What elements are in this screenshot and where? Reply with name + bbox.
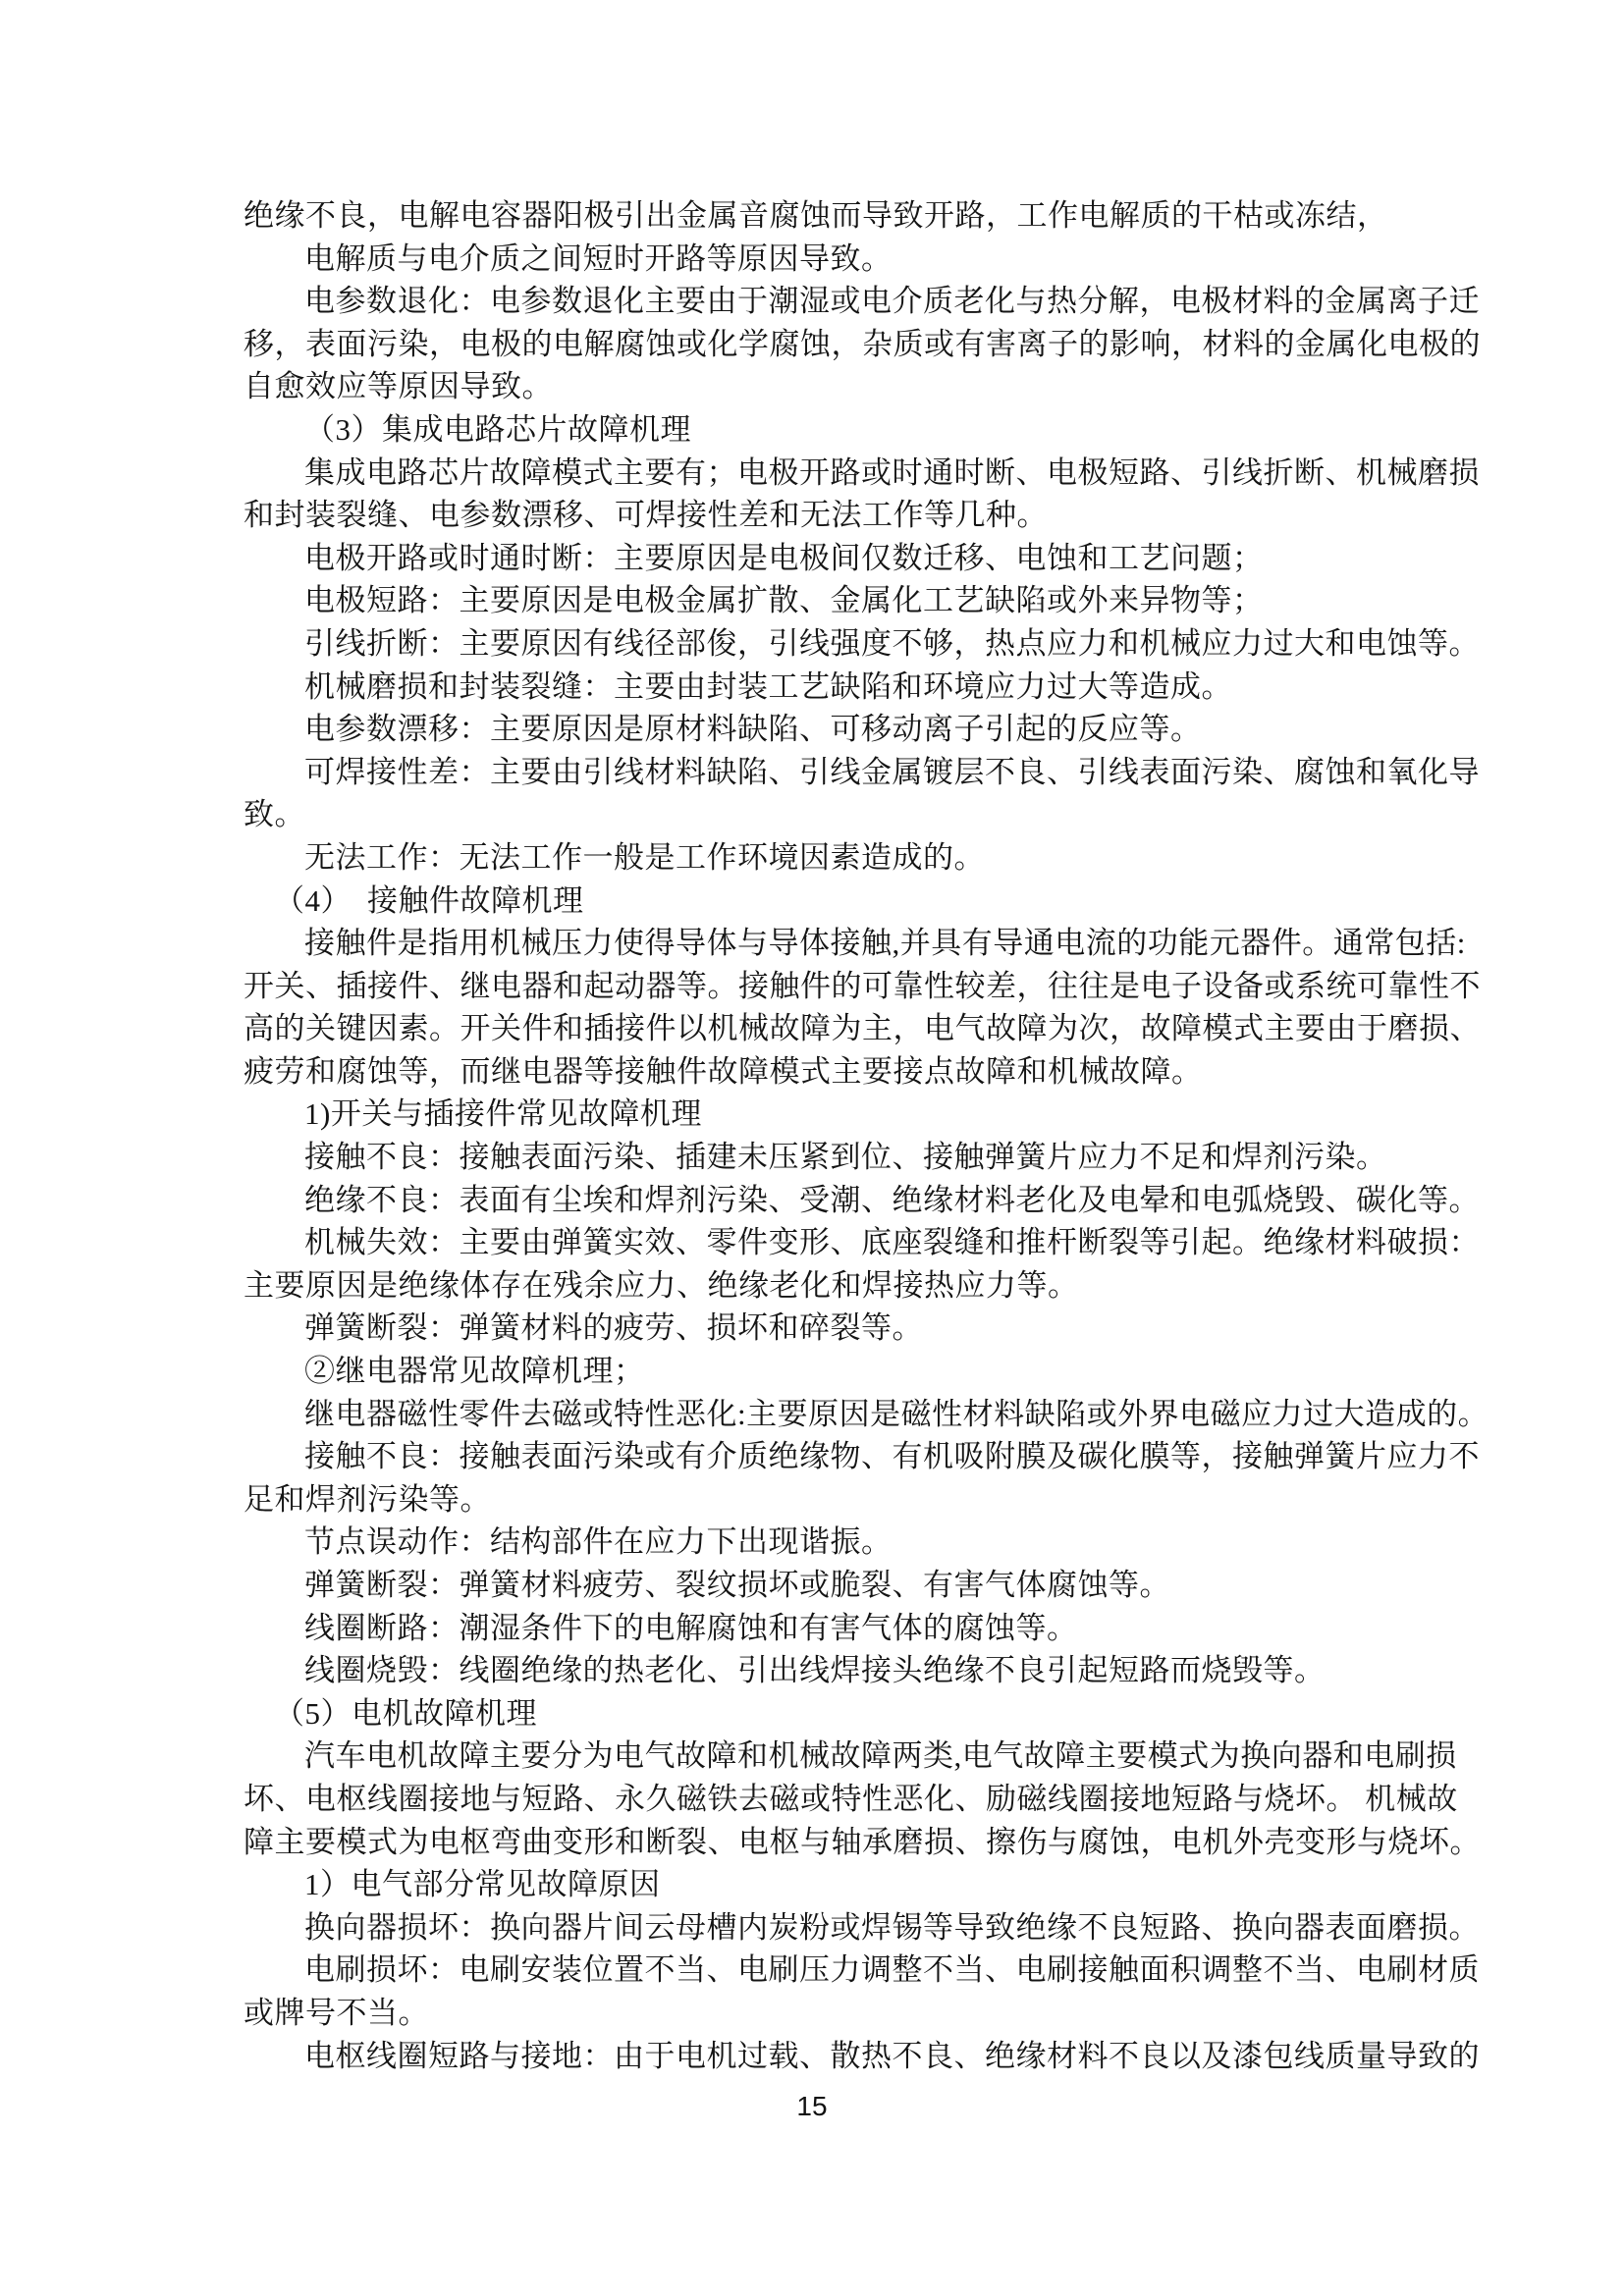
text-line: 接触不良：接触表面污染、插建未压紧到位、接触弹簧片应力不足和焊剂污染。 xyxy=(304,1140,1387,1175)
text-line: 线圈断路：潮湿条件下的电解腐蚀和有害气体的腐蚀等。 xyxy=(304,1610,1078,1645)
text-line: 主要原因是绝缘体存在残余应力、绝缘老化和焊接热应力等。 xyxy=(244,1267,1079,1303)
text-line: 移，表面污染，电极的电解腐蚀或化学腐蚀，杂质或有害离子的影响，材料的金属化电极的 xyxy=(244,326,1481,361)
text-line: 或牌号不当。 xyxy=(244,1995,429,2030)
text-line: 无法工作：无法工作一般是工作环境因素造成的。 xyxy=(304,839,985,875)
document-body xyxy=(244,194,1489,2077)
text-line: （4） 接触件故障机理 xyxy=(274,882,584,918)
text-line: 足和焊剂污染等。 xyxy=(244,1481,491,1517)
text-line: 和封装裂缝、电参数漂移、可焊接性差和无法工作等几种。 xyxy=(244,498,1048,533)
text-line: 可焊接性差：主要由引线材料缺陷、引线金属镀层不良、引线表面污染、腐蚀和氧化导 xyxy=(304,754,1480,789)
text-line: 疲劳和腐蚀等，而继电器等接触件故障模式主要接点故障和机械故障。 xyxy=(244,1053,1203,1089)
text-line: 自愈效应等原因导致。 xyxy=(244,369,553,404)
text-line: 坏、电枢线圈接地与短路、永久磁铁去磁或特性恶化、励磁线圈接地短路与烧坏。 机械故 xyxy=(244,1781,1458,1816)
text-line: 集成电路芯片故障模式主要有；电极开路或时通时断、电极短路、引线折断、机械磨损 xyxy=(304,454,1480,490)
text-line: 障主要模式为电枢弯曲变形和断裂、电枢与轴承磨损、擦伤与腐蚀，电机外壳变形与烧坏。 xyxy=(244,1824,1481,1859)
text-line: 节点误动作：结构部件在应力下出现谐振。 xyxy=(304,1524,893,1560)
text-line: 电极开路或时通时断：主要原因是电极间仅数迁移、电蚀和工艺问题； xyxy=(304,540,1264,575)
text-line: 电枢线圈短路与接地：由于电机过载、散热不良、绝缘材料不良以及漆包线质量导致的 xyxy=(304,2038,1480,2073)
text-line: （3）集成电路芯片故障机理 xyxy=(304,411,691,447)
text-line: 开关、插接件、继电器和起动器等。接触件的可靠性较差，往往是电子设备或系统可靠性不 xyxy=(244,968,1481,1003)
text-line: 电极短路：主要原因是电极金属扩散、金属化工艺缺陷或外来异物等； xyxy=(304,583,1264,618)
text-line: 1)开关与插接件常见故障机理 xyxy=(304,1096,702,1132)
text-line: 换向器损坏：换向器片间云母槽内炭粉或焊锡等导致绝缘不良短路、换向器表面磨损。 xyxy=(304,1909,1480,1945)
text-line: 绝缘不良，电解电容器阳极引出金属音腐蚀而导致开路，工作电解质的干枯或冻结， xyxy=(244,198,1388,233)
text-line: 机械磨损和封装裂缝：主要由封装工艺缺陷和环境应力过大等造成。 xyxy=(304,668,1232,704)
text-line: 致。 xyxy=(244,797,305,832)
page-number: 15 xyxy=(796,2091,828,2121)
text-line: 汽车电机故障主要分为电气故障和机械故障两类,电气故障主要模式为换向器和电刷损 xyxy=(304,1738,1457,1774)
text-line: 1）电气部分常见故障原因 xyxy=(304,1867,661,1902)
text-line: 绝缘不良：表面有尘埃和焊剂污染、受潮、绝缘材料老化及电晕和电弧烧毁、碳化等。 xyxy=(304,1182,1480,1217)
text-line: 电刷损坏：电刷安装位置不当、电刷压力调整不当、电刷接触面积调整不当、电刷材质 xyxy=(304,1952,1480,1988)
text-line: 接触件是指用机械压力使得导体与导体接触,并具有导通电流的功能元器件。通常包括: xyxy=(304,926,1466,961)
text-line: 弹簧断裂：弹簧材料疲劳、裂纹损坏或脆裂、有害气体腐蚀等。 xyxy=(304,1568,1170,1602)
text-line: 弹簧断裂：弹簧材料的疲劳、损坏和碎裂等。 xyxy=(304,1310,923,1346)
text-line: 接触不良：接触表面污染或有介质绝缘物、有机吸附膜及碳化膜等，接触弹簧片应力不 xyxy=(304,1439,1480,1474)
text-line: 继电器磁性零件去磁或特性恶化:主要原因是磁性材料缺陷或外界电磁应力过大造成的。 xyxy=(304,1396,1489,1431)
text-line: 电参数漂移：主要原因是原材料缺陷、可移动离子引起的反应等。 xyxy=(304,712,1202,747)
text-line: ②继电器常见故障机理； xyxy=(304,1354,645,1389)
text-line: （5）电机故障机理 xyxy=(274,1695,537,1731)
text-line: 电解质与电介质之间短时开路等原因导致。 xyxy=(304,240,893,276)
text-line: 电参数退化：电参数退化主要由于潮湿或电介质老化与热分解，电极材料的金属离子迁 xyxy=(304,284,1480,319)
text-line: 高的关键因素。开关件和插接件以机械故障为主，电气故障为次，故障模式主要由于磨损、 xyxy=(244,1011,1481,1046)
text-line: 线圈烧毁：线圈绝缘的热老化、引出线焊接头绝缘不良引起短路而烧毁等。 xyxy=(304,1653,1326,1688)
text-line: 机械失效：主要由弹簧实效、零件变形、底座裂缝和推杆断裂等引起。绝缘材料破损： xyxy=(304,1225,1480,1260)
text-line: 引线折断：主要原因有线径部俊，引线强度不够，热点应力和机械应力过大和电蚀等。 xyxy=(304,625,1480,661)
